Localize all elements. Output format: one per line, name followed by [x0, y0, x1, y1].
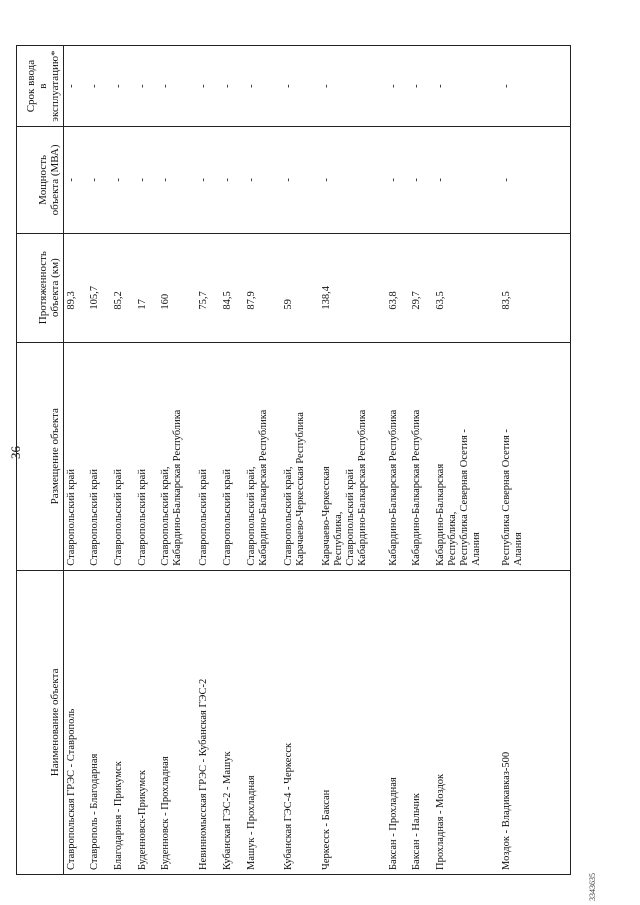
cell-term: - — [499, 46, 570, 127]
location-line: Кабардино-Балкарская Республика — [387, 409, 399, 566]
location-line: Карачаево-Черкесская Республика — [295, 412, 307, 566]
header-length — [17, 233, 64, 342]
cell-term: - — [135, 46, 159, 127]
cell-term: - — [196, 46, 220, 127]
cell-object-name: Баксан - Нальчик — [409, 570, 433, 874]
cell-object-name: Кубанская ГЭС-2 - Машук — [220, 570, 244, 874]
table-row — [499, 46, 570, 875]
table-header-row — [17, 46, 64, 875]
location-line: Кабардино-Балкарская — [435, 463, 447, 566]
location-line: Кабардино-Балкарская Республика — [257, 409, 269, 566]
cell-length: 83,5 — [499, 233, 570, 342]
table-row — [196, 46, 220, 875]
objects-table — [16, 45, 571, 875]
cell-object-name: Ставропольская ГРЭС - Ставрополь — [64, 570, 88, 874]
cell-power: - — [386, 127, 410, 233]
cell-length: 85,2 — [111, 233, 135, 342]
table-row — [220, 46, 244, 875]
location-line: Ставропольский край, — [160, 466, 172, 566]
cell-object-name: Буденновск - Прохладная — [158, 570, 196, 874]
table-row — [409, 46, 433, 875]
table-row — [111, 46, 135, 875]
cell-term: - — [244, 46, 282, 127]
header-term — [17, 46, 64, 127]
cell-length: 63,8 — [386, 233, 410, 342]
cell-power: - — [64, 127, 88, 233]
table-row — [319, 46, 385, 875]
location-line: Ставропольский край — [66, 469, 77, 566]
cell-term: - — [111, 46, 135, 127]
cell-object-name: Прохладная - Моздок — [433, 570, 499, 874]
cell-power: - — [87, 127, 111, 233]
cell-term: - — [281, 46, 319, 127]
cell-length: 160 — [158, 233, 196, 342]
header-name: Наименование объекта — [17, 570, 64, 874]
cell-power: - — [111, 127, 135, 233]
cell-location — [87, 342, 111, 570]
cell-term: - — [220, 46, 244, 127]
cell-term: - — [409, 46, 433, 127]
header-power-line-2: объекта (МВА) — [49, 144, 61, 216]
cell-location — [158, 342, 196, 570]
cell-location — [220, 342, 244, 570]
location-line: Республика Северная Осетия - — [459, 429, 471, 566]
cell-power: - — [135, 127, 159, 233]
cell-power: - — [158, 127, 196, 233]
table-row — [87, 46, 111, 875]
location-line: Карачаево-Черкесская — [321, 466, 333, 566]
table-body — [64, 46, 571, 875]
cell-object-name: Невинномысская ГРЭС - Кубанская ГЭС-2 — [196, 570, 220, 874]
cell-object-name: Буденновск-Прикумск — [135, 570, 159, 874]
location-line: Кабардино-Балкарская Республика — [411, 409, 423, 566]
cell-power: - — [220, 127, 244, 233]
cell-length: 63,5 — [433, 233, 499, 342]
cell-location — [135, 342, 159, 570]
header-power — [17, 127, 64, 233]
table-row — [135, 46, 159, 875]
cell-location — [111, 342, 135, 570]
cell-term: - — [433, 46, 499, 127]
cell-power: - — [499, 127, 570, 233]
location-line: Ставропольский край — [221, 469, 233, 566]
cell-length: 105,7 — [87, 233, 111, 342]
location-line: Ставропольский край — [89, 469, 101, 566]
cell-power: - — [281, 127, 319, 233]
cell-power: - — [409, 127, 433, 233]
cell-term: - — [158, 46, 196, 127]
cell-power: - — [196, 127, 220, 233]
cell-power: - — [244, 127, 282, 233]
location-line: Республика, — [333, 511, 345, 566]
cell-term: - — [386, 46, 410, 127]
page-number: 36 — [8, 446, 23, 459]
table-row — [433, 46, 499, 875]
header-location: Размещение объекта — [17, 342, 64, 570]
table-row — [158, 46, 196, 875]
location-line: Ставропольский край, — [283, 466, 295, 566]
cell-object-name: Ставрополь - Благодарная — [87, 570, 111, 874]
cell-location — [281, 342, 319, 570]
cell-object-name: Кубанская ГЭС-4 - Черкесск — [281, 570, 319, 874]
location-line: Алания — [471, 532, 483, 566]
cell-object-name: Баксан - Прохладная — [386, 570, 410, 874]
cell-length: 29,7 — [409, 233, 433, 342]
cell-term: - — [64, 46, 88, 127]
cell-term: - — [319, 46, 385, 127]
cell-object-name: Черкесск - Баксан — [319, 570, 385, 874]
cell-object-name: Моздок - Владикавказ-500 — [499, 570, 570, 874]
cell-length: 17 — [135, 233, 159, 342]
cell-length: 87,9 — [244, 233, 282, 342]
footer-code: 3343635 — [588, 873, 597, 901]
cell-length: 138,4 — [319, 233, 385, 342]
cell-length: 89,3 — [64, 233, 88, 342]
header-length-line-1: Протяженность — [37, 251, 49, 325]
cell-object-name: Благодарная - Прикумск — [111, 570, 135, 874]
location-line: Кабардино-Балкарская Республика — [357, 409, 369, 566]
location-line: Алания — [513, 532, 525, 566]
cell-location — [499, 342, 570, 570]
cell-power: - — [433, 127, 499, 233]
cell-power: - — [319, 127, 385, 233]
cell-location — [64, 342, 88, 570]
table-row — [244, 46, 282, 875]
location-line: Кабардино-Балкарская Республика — [172, 409, 184, 566]
header-term-line-2: в эксплуатацию* — [37, 50, 61, 122]
location-line: Ставропольский край — [198, 469, 210, 566]
cell-object-name: Машук - Прохладная — [244, 570, 282, 874]
location-line: Ставропольский край, — [245, 466, 257, 566]
cell-length: 59 — [281, 233, 319, 342]
cell-location — [196, 342, 220, 570]
location-line: Республика Северная Осетия - — [501, 429, 513, 566]
header-term-line-1: Срок ввода — [25, 59, 37, 113]
cell-location — [409, 342, 433, 570]
cell-location — [433, 342, 499, 570]
header-power-line-1: Мощность — [37, 154, 49, 205]
cell-term: - — [87, 46, 111, 127]
table-row — [281, 46, 319, 875]
cell-location — [386, 342, 410, 570]
location-line: Ставропольский край — [345, 469, 357, 566]
cell-length: 84,5 — [220, 233, 244, 342]
table-row — [64, 46, 88, 875]
cell-length: 75,7 — [196, 233, 220, 342]
location-line: Ставропольский край — [112, 469, 124, 566]
location-line: Ставропольский край — [136, 469, 148, 566]
table-row — [386, 46, 410, 875]
location-line: Республика, — [447, 511, 459, 566]
header-length-line-2: объекта (км) — [49, 258, 61, 318]
cell-location — [244, 342, 282, 570]
cell-location — [319, 342, 385, 570]
